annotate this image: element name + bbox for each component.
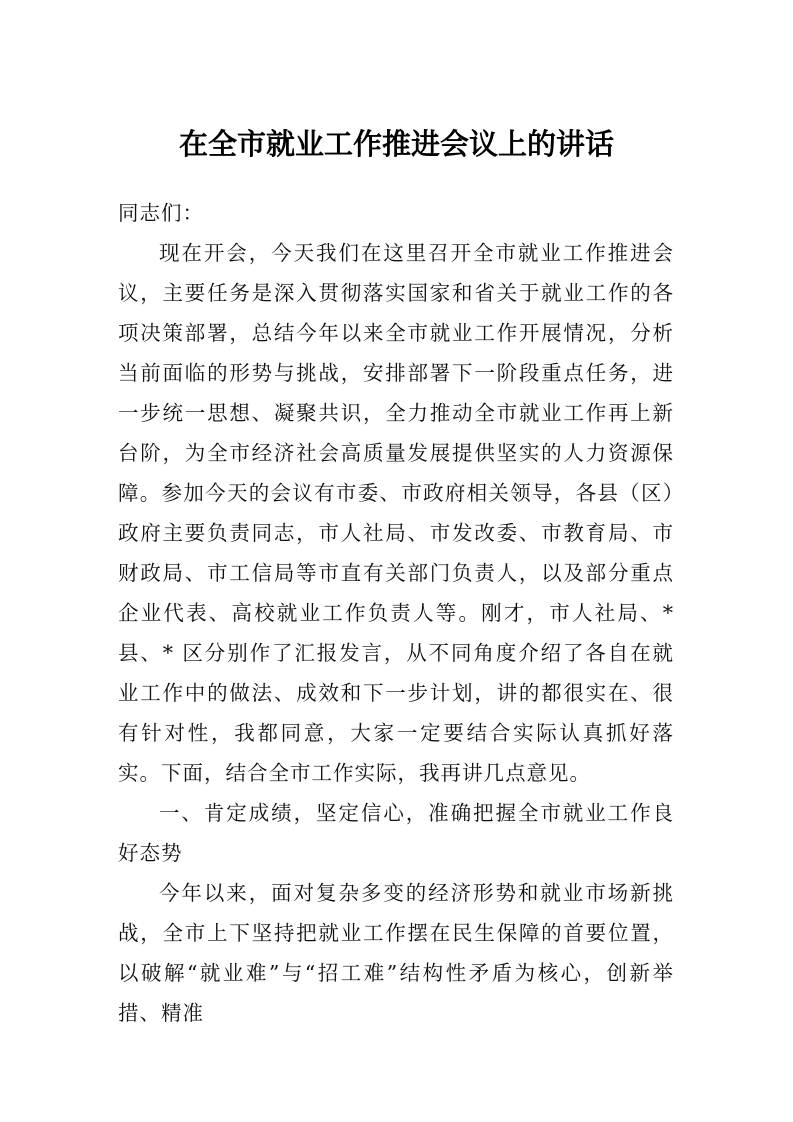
salutation: 同志们： xyxy=(118,201,204,225)
paragraph-opening: 现在开会，今天我们在这里召开全市就业工作推进会议，主要任务是深入贯彻落实国家和省关于就业工作的各项决策部署，总结今年以来全市就业工作开展情况，分析当前面临的形势与挑战，安排部署下一阶段重点任务，进一步统一思想、凝聚共识，全力推动全市就业工作再上新台阶，为全市经济社会高质量发展提供坚实的人力资源保障。参加今天的会议有市委、市政府相关领导，各县（区）政府主要负责同志，市人社局、市发改委、市教育局、市财政局、市工信局等市直有关部门负责人，以及部分重点企业代表、高校就业工作负责人等。刚才，市人社局、* 县、* 区分别作了汇报发言，从不同角度介绍了各自在就业工作中的做法、成效和下一步计划，讲的都很实在、很有针对性，我都同意，大家一定要结合实际认真抓好落实。下面，结合全市工作实际，我再讲几点意见。 xyxy=(118,241,674,785)
document-title: 在全市就业工作推进会议上的讲话 xyxy=(178,127,614,161)
paragraph-section-1: 今年以来，面对复杂多变的经济形势和就业市场新挑战，全市上下坚持把就业工作摆在民生保障的首要位置，以破解“就业难”与“招工难”结构性矛盾为核心，创新举措、精准 xyxy=(118,881,674,1025)
document-body xyxy=(118,193,674,1033)
section-heading-1: 一、肯定成绩，坚定信心，准确把握全市就业工作良好态势 xyxy=(118,801,674,865)
